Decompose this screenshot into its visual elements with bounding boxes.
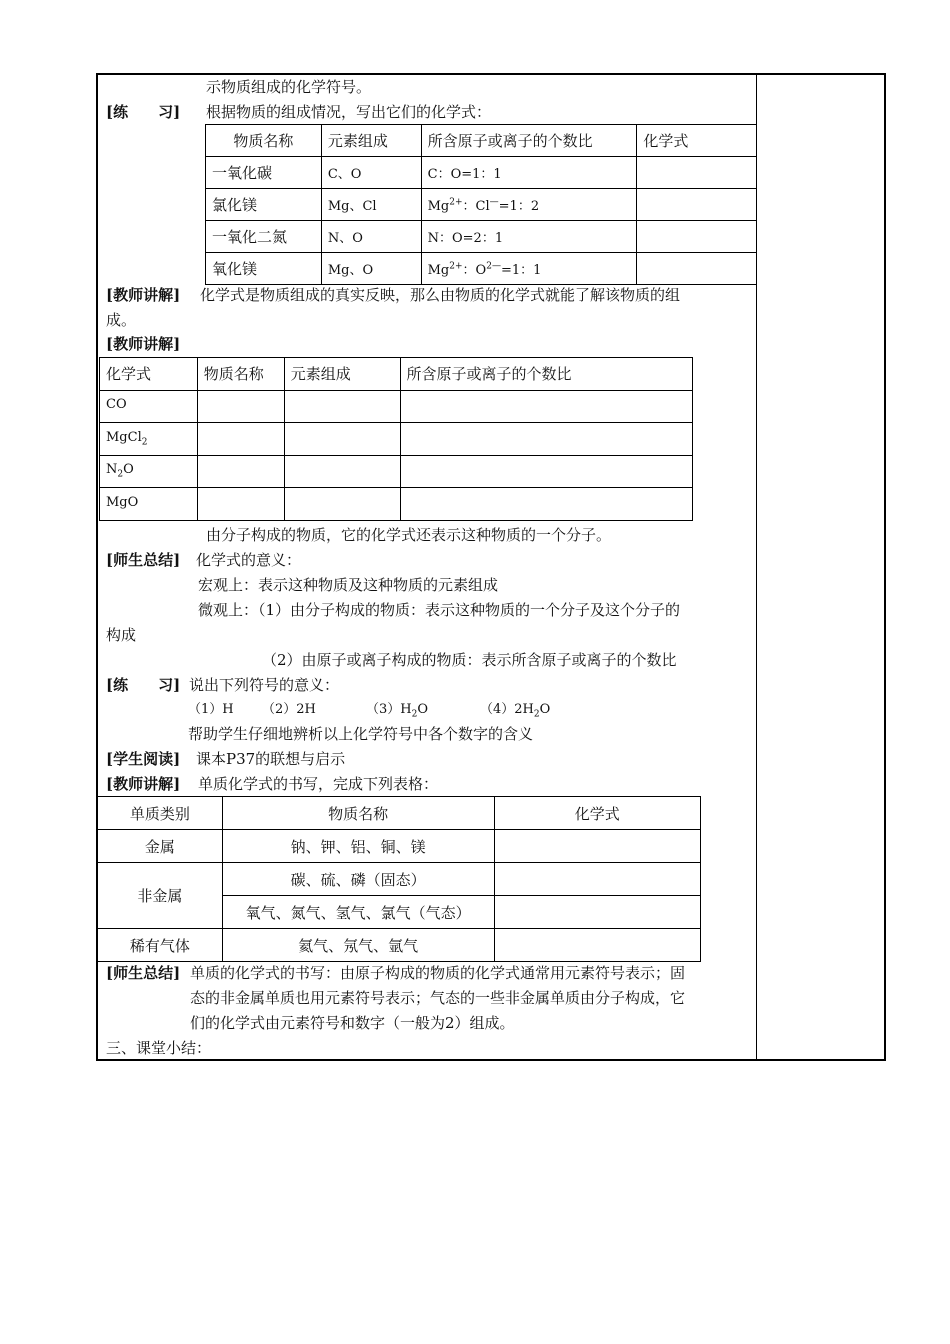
- reading-text: 课本P37的联想与启示: [196, 750, 346, 768]
- answer-blank[interactable]: [284, 455, 400, 488]
- atom-ratio: N：O=2：1: [421, 221, 637, 253]
- summary1-micro-2: （2）由原子或离子构成的物质：表示所含原子或离子的个数比: [262, 651, 677, 669]
- formula-cell: $N_2O$: [100, 455, 198, 488]
- teacher1-text-line1: 化学式是物质组成的真实反映，那么由物质的化学式就能了解该物质的组: [200, 286, 681, 304]
- table-header-cell: 物质名称: [197, 358, 284, 391]
- substance-names: 碳、硫、磷（固态）: [222, 863, 494, 896]
- formula-blank[interactable]: [637, 221, 757, 253]
- formula-blank[interactable]: [637, 189, 757, 221]
- section-3-heading: 三、课堂小结：: [106, 1039, 212, 1057]
- practice2-text: 说出下列符号的意义：: [189, 676, 340, 694]
- table-header-cell: 化学式: [100, 358, 198, 391]
- table-row: [98, 830, 701, 863]
- summary2-line3: 们的化学式由元素符号和数字（一般为2）组成。: [190, 1014, 515, 1032]
- table-formula-meaning: [99, 357, 693, 521]
- table-row: [100, 390, 693, 423]
- formula-cell: CO: [100, 390, 198, 423]
- element-composition: N、O: [321, 221, 421, 253]
- table-row: [100, 423, 693, 456]
- category-cell: 非金属: [98, 863, 223, 929]
- table-header-cell: 元素组成: [284, 358, 400, 391]
- formula-cell: MgCl$_2$: [100, 423, 198, 456]
- formula-blank[interactable]: [637, 157, 757, 189]
- answer-blank[interactable]: [284, 488, 400, 521]
- element-composition: C、O: [321, 157, 421, 189]
- ion-ratio: $Mg^{2+}$：$O^{2—}=1$：1: [421, 253, 637, 285]
- answer-blank[interactable]: [197, 423, 284, 456]
- answer-blank[interactable]: [197, 455, 284, 488]
- answer-blank[interactable]: [400, 390, 692, 423]
- table-header-cell: 化学式: [494, 797, 700, 830]
- substance-names: 氦气、氖气、氩气: [222, 929, 494, 962]
- table-header-row: [100, 358, 693, 391]
- teacher1-text-line2: 成。: [106, 311, 137, 329]
- teacher1-tag: [教师讲解]: [106, 286, 181, 304]
- substance-name: 一氧化二氮: [206, 221, 322, 253]
- substance-name: 氧化镁: [206, 253, 322, 285]
- table-composition: [205, 124, 757, 285]
- substance-names: 氧气、氮气、氢气、氯气（气态）: [222, 896, 494, 929]
- table-row: [98, 929, 701, 962]
- formula-blank[interactable]: [494, 896, 700, 929]
- reading-tag: [学生阅读]: [106, 750, 181, 768]
- table-header-cell: 化学式: [637, 125, 757, 157]
- table-header-row: [98, 797, 701, 830]
- table-header-cell: 单质类别: [98, 797, 223, 830]
- teacher2-tag: [教师讲解]: [106, 335, 181, 353]
- summary2-tag: [师生总结]: [106, 964, 181, 982]
- formula-blank[interactable]: [494, 929, 700, 962]
- practice2-help: 帮助学生仔细地辨析以上化学符号中各个数字的含义: [188, 725, 534, 743]
- answer-blank[interactable]: [400, 423, 692, 456]
- teacher3-text: 单质化学式的书写，完成下列表格：: [198, 775, 439, 793]
- table-header-cell: 所含原子或离子的个数比: [400, 358, 692, 391]
- answer-blank[interactable]: [400, 488, 692, 521]
- formula-blank[interactable]: [494, 863, 700, 896]
- formula-blank[interactable]: [637, 253, 757, 285]
- molecule-note: 由分子构成的物质，它的化学式还表示这种物质的一个分子。: [206, 526, 612, 544]
- table-row: [98, 863, 701, 896]
- table-row: [206, 189, 757, 221]
- summary1-macro: 宏观上：表示这种物质及这种物质的元素组成: [198, 576, 499, 594]
- table-elemental-substances: [97, 796, 701, 962]
- symbol-item: （2）2H: [262, 702, 316, 717]
- answer-blank[interactable]: [400, 455, 692, 488]
- atom-ratio: C：O=1：1: [421, 157, 637, 189]
- formula-blank[interactable]: [494, 830, 700, 863]
- summary2-line1: 单质的化学式的书写：由原子构成的物质的化学式通常用元素符号表示；固: [190, 964, 686, 982]
- table-row: [206, 157, 757, 189]
- element-composition: Mg、O: [321, 253, 421, 285]
- element-composition: Mg、Cl: [321, 189, 421, 221]
- summary1-tag: [师生总结]: [106, 551, 181, 569]
- table-header-row: [206, 125, 757, 157]
- table-header-cell: 物质名称: [206, 125, 322, 157]
- category-cell: 稀有气体: [98, 929, 223, 962]
- table-header-cell: 所含原子或离子的个数比: [421, 125, 637, 157]
- table-header-cell: 物质名称: [222, 797, 494, 830]
- intro-line: 示物质组成的化学符号。: [206, 78, 372, 96]
- summary2-line2: 态的非金属单质也用元素符号表示；气态的一些非金属单质由分子构成，它: [190, 989, 686, 1007]
- ion-ratio: $Mg^{2+}$：Cl—=1：2: [421, 189, 637, 221]
- practice1-tag: [练 习]: [106, 103, 181, 121]
- summary1-title: 化学式的意义：: [196, 551, 302, 569]
- symbol-item: $(4)2H_2O$: [480, 702, 551, 720]
- table-row: [100, 488, 693, 521]
- substance-names: 钠、钾、铝、铜、镁: [222, 830, 494, 863]
- symbol-item: $(3)H_2O$: [366, 702, 429, 720]
- practice1-text: 根据物质的组成情况，写出它们的化学式：: [206, 103, 492, 121]
- summary1-micro-line1: 微观上：（1）由分子构成的物质：表示这种物质的一个分子及这个分子的: [198, 601, 681, 619]
- answer-blank[interactable]: [197, 488, 284, 521]
- substance-name: 一氧化碳: [206, 157, 322, 189]
- symbol-item: （1）H: [188, 702, 234, 717]
- summary1-micro-line2: 构成: [106, 626, 137, 644]
- answer-blank[interactable]: [284, 423, 400, 456]
- table-row: [100, 455, 693, 488]
- category-cell: 金属: [98, 830, 223, 863]
- table-header-cell: 元素组成: [321, 125, 421, 157]
- practice2-tag: [练 习]: [106, 676, 181, 694]
- formula-cell: MgO: [100, 488, 198, 521]
- table-row: [206, 253, 757, 285]
- substance-name: 氯化镁: [206, 189, 322, 221]
- teacher3-tag: [教师讲解]: [106, 775, 181, 793]
- answer-blank[interactable]: [197, 390, 284, 423]
- answer-blank[interactable]: [284, 390, 400, 423]
- table-row: [206, 221, 757, 253]
